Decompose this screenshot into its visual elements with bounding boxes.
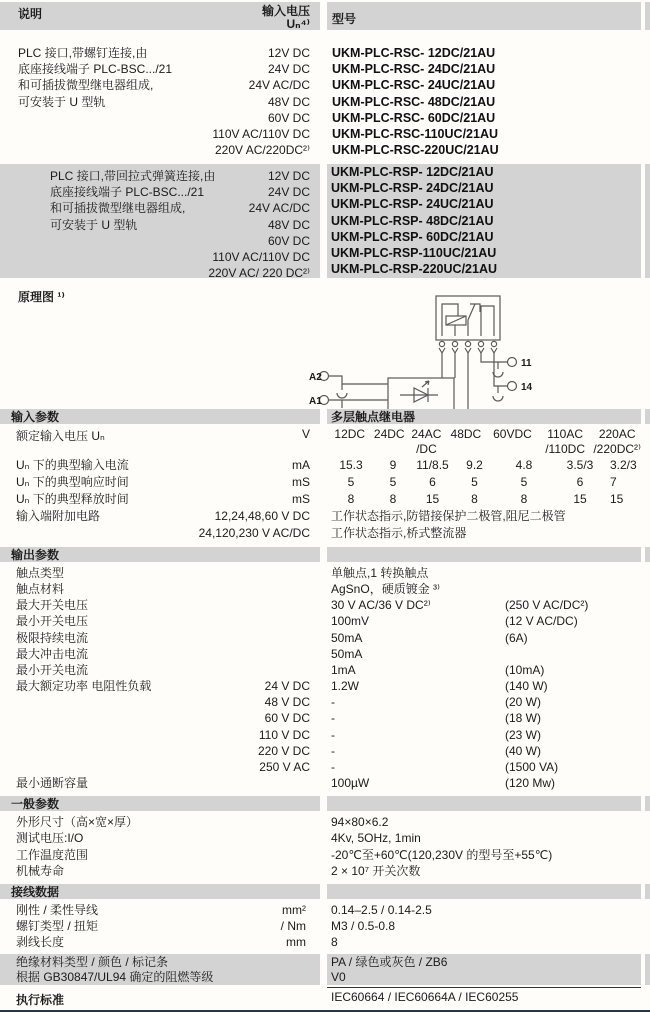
value-row — [327, 474, 641, 491]
wiring-row — [0, 918, 650, 934]
voltage-item: 24V DC — [267, 62, 310, 77]
table-cell: 5 — [520, 474, 528, 489]
table-header — [0, 2, 650, 30]
param-label: 最小开关电压 — [16, 614, 89, 629]
param-value: AgSnO，硬质镀金 ³⁾ — [331, 581, 440, 596]
relay-type-title: 多层触点继电器 — [331, 409, 416, 424]
param-unit: mm² — [282, 902, 306, 917]
model-number: UKM-PLC-RSP- 24DC/21AU — [331, 181, 494, 196]
model-number: UKM-PLC-RSC-220UC/21AU — [332, 143, 499, 158]
voltage-item: 60V DC — [267, 233, 310, 248]
param-unit: mS — [292, 491, 310, 506]
voltage-item: 60V DC — [267, 110, 310, 125]
param-paren-value: (12 V AC/DC) — [505, 614, 578, 629]
product-description-line: 和可插拔微型继电器组成, — [18, 78, 154, 93]
product-description — [18, 45, 172, 110]
table-cell: 8 — [347, 491, 355, 506]
model-number: UKM-PLC-RSC- 60DC/21AU — [332, 110, 496, 125]
output-row — [0, 743, 650, 759]
voltage-item: 110V AC/110V DC — [212, 249, 310, 264]
product-description-line: 可安装于 U 型轨 — [50, 217, 138, 232]
param-paren-value: (120 Mw) — [505, 776, 556, 791]
general-row — [0, 847, 650, 864]
param-value: 单触点,1 转换触点 — [331, 565, 429, 580]
param-label: Uₙ 下的典型响应时间 — [16, 474, 129, 489]
voltage-item: 24V AC/DC — [248, 78, 310, 93]
param-value: 2 × 10⁷ 开关次数 — [331, 864, 421, 879]
param-value: 100mV — [331, 614, 370, 629]
param-value: - — [331, 760, 335, 775]
param-paren-value: (10mA) — [505, 662, 545, 677]
voltage-item: 48V DC — [267, 94, 310, 109]
voltage-item: 24V DC — [267, 185, 310, 200]
param-value: V0 — [331, 969, 346, 984]
voltage-item: 220V AC/220DC²⁾ — [215, 143, 310, 158]
param-label: 执行标准 — [16, 992, 65, 1007]
model-number: UKM-PLC-RSC- 24DC/21AU — [332, 62, 496, 77]
param-label: Uₙ 下的典型输入电流 — [16, 457, 129, 472]
wiring-row — [0, 934, 650, 950]
header-input-voltage: 输入电压 Uₙ⁴⁾ — [261, 4, 310, 31]
param-label: 工作温度范围 — [16, 847, 89, 862]
param-unit: / Nm — [280, 918, 306, 933]
param-condition: 12,24,48,60 V DC — [214, 508, 310, 523]
param-label: 螺钉类型 / 扭矩 — [16, 918, 99, 933]
param-label: Uₙ 下的典型释放时间 — [16, 491, 129, 506]
param-value: 30 V AC/36 V DC²⁾ — [331, 598, 431, 613]
param-paren-value: (250 V AC/DC²) — [505, 598, 589, 613]
section-title: 接线数据 — [11, 884, 60, 899]
param-condition: 250 V AC — [259, 760, 310, 775]
table-cell: 3.5/3 — [566, 457, 594, 472]
table-cell: 15 — [610, 491, 624, 506]
param-unit: mA — [292, 457, 310, 472]
param-value: -20℃至+60℃(120,230V 的型号至+55℃) — [331, 847, 553, 862]
param-paren-value: (20 W) — [505, 695, 541, 710]
table-cell: 7 — [610, 474, 617, 489]
param-label: 触点材料 — [16, 581, 65, 596]
input-row-response-time — [0, 474, 650, 491]
param-value: M3 / 0.5-0.8 — [331, 918, 396, 933]
model-number: UKM-PLC-RSP- 48DC/21AU — [331, 213, 494, 228]
model-list-rsp — [327, 164, 641, 278]
output-row — [0, 597, 650, 613]
param-label: 外形尺寸（高×宽×厚） — [16, 814, 139, 829]
param-value: 0.14–2.5 / 0.14-2.5 — [331, 902, 432, 917]
param-label: 最大额定功率 电阻性负载 — [16, 679, 152, 694]
param-paren-value: (23 W) — [505, 727, 541, 742]
product-block-rsp — [0, 159, 650, 282]
table-cell: 4.8 — [515, 457, 533, 472]
param-condition: 24 V DC — [264, 679, 310, 694]
table-cell: 5 — [471, 474, 478, 489]
section-title: 输入参数 — [11, 409, 60, 424]
param-label: 输入端附加电路 — [16, 508, 101, 523]
output-row — [0, 775, 650, 791]
relay-box-symbol — [436, 296, 500, 340]
table-cell: 6 — [576, 474, 584, 489]
param-value: 4Kv, 5OHz, 1min — [331, 831, 421, 846]
product-description-line: 底座接线端子 PLC-BSC.../21 — [18, 62, 173, 77]
table-cell: 11/8.5 — [416, 457, 449, 472]
insulation-block — [0, 954, 650, 985]
product-block-rsc — [0, 35, 650, 159]
value-row — [327, 491, 641, 508]
model-number: UKM-PLC-RSP-220UC/21AU — [331, 262, 497, 277]
product-description-line: 和可插拔微型继电器组成, — [50, 201, 186, 216]
param-label: 最小开关电流 — [16, 662, 89, 677]
model-number: UKM-PLC-RSP- 12DC/21AU — [331, 164, 494, 179]
voltage-item: 12V DC — [267, 168, 310, 183]
table-cell: 8 — [471, 491, 478, 506]
param-label: 根据 GB30847/UL94 确定的阻燃等级 — [16, 969, 214, 984]
product-description-line: 底座接线端子 PLC-BSC.../21 — [50, 185, 205, 200]
model-number: UKM-PLC-RSP-110UC/21AU — [331, 245, 497, 260]
param-label: 刚性 / 柔性导线 — [16, 902, 99, 917]
param-label: 剥线长度 — [16, 935, 65, 950]
section-title: 输出参数 — [11, 547, 60, 562]
wiring-row — [0, 902, 650, 918]
param-value: 工作状态指示,防错接保护二极管,阻尼二极管 — [331, 508, 566, 523]
general-row — [0, 830, 650, 847]
general-row — [0, 814, 650, 831]
param-value: 1mA — [331, 662, 356, 677]
output-row — [0, 759, 650, 775]
value-row — [327, 457, 641, 474]
param-paren-value: (40 W) — [505, 743, 541, 758]
general-row — [0, 863, 650, 880]
param-value: 8 — [331, 935, 338, 950]
table-cell: 8 — [389, 491, 397, 506]
voltage-item: 12V DC — [267, 45, 310, 60]
output-row — [0, 613, 650, 629]
output-row — [0, 662, 650, 678]
svg-text:A2: A2 — [309, 371, 322, 383]
model-number: UKM-PLC-RSC- 24UC/21AU — [332, 78, 496, 93]
terminal-a2 — [320, 371, 389, 398]
param-label: 机械寿命 — [16, 864, 65, 879]
param-value: 94×80×6.2 — [331, 814, 389, 829]
section-output-params — [0, 547, 650, 562]
param-unit: mm — [286, 935, 306, 950]
output-row — [0, 727, 650, 743]
param-unit: V — [301, 426, 310, 441]
table-cell: 9.2 — [466, 457, 483, 472]
terminal-11 — [481, 353, 517, 377]
input-row-current — [0, 457, 650, 474]
table-cell: 9 — [389, 457, 397, 472]
param-value: PA / 绿色或灰色 / ZB6 — [331, 954, 448, 969]
output-rows — [0, 562, 650, 792]
param-paren-value: (1500 VA) — [505, 760, 559, 775]
column-header: 220AC /220DC²⁾ — [593, 426, 641, 456]
param-condition: 220 V DC — [257, 743, 310, 758]
svg-text:A1: A1 — [309, 395, 322, 407]
output-row — [0, 565, 650, 581]
table-cell: 15.3 — [339, 457, 363, 472]
input-row-extra-circuit-2 — [0, 525, 650, 542]
wiring-rows — [0, 899, 650, 951]
column-header: 24AC /DC — [411, 426, 442, 456]
param-paren-value: (18 W) — [505, 711, 541, 726]
param-label: 最大开关电压 — [16, 598, 89, 613]
param-condition: 48 V DC — [264, 695, 310, 710]
column-header: 24DC — [373, 426, 405, 441]
voltage-item: 220V AC/ 220 DC²⁾ — [208, 266, 310, 281]
voltage-list — [176, 169, 310, 282]
model-number: UKM-PLC-RSC- 48DC/21AU — [332, 94, 496, 109]
output-row — [0, 581, 650, 597]
section-title: 一般参数 — [11, 796, 60, 811]
param-value: 50mA — [331, 646, 363, 661]
schematic-section — [0, 286, 650, 409]
product-description-line: PLC 接口,带螺钉连接,由 — [18, 45, 148, 60]
param-value: IEC60664 / IEC60664A / IEC60255 — [331, 989, 519, 1004]
param-value: 50mA — [331, 630, 363, 645]
voltage-item: 24V AC/DC — [248, 201, 310, 216]
table-cell: 15 — [425, 491, 440, 506]
param-value: - — [331, 695, 335, 710]
product-description-line: PLC 接口,带回拉式弹簧连接,由 — [50, 168, 216, 183]
param-condition: 24,120,230 V AC/DC — [198, 525, 310, 540]
section-general-params — [0, 796, 650, 811]
general-rows — [0, 811, 650, 880]
param-label: 额定输入电压 Uₙ — [16, 428, 105, 443]
table-cell: 15 — [573, 491, 587, 506]
param-paren-value: (140 W) — [505, 679, 548, 694]
table-cell: 5 — [389, 474, 397, 489]
table-cell: 8 — [520, 491, 528, 506]
param-value: - — [331, 711, 335, 726]
column-header: 48DC — [450, 426, 482, 441]
param-value: 100µW — [331, 776, 370, 791]
column-header: 110AC /110DC — [545, 426, 586, 456]
header-model: 型号 — [332, 12, 357, 26]
param-value: - — [331, 727, 335, 742]
output-row — [0, 710, 650, 726]
model-number: UKM-PLC-RSC-110UC/21AU — [332, 126, 498, 141]
param-label: 绝缘材料类型 / 颜色 / 标记条 — [16, 954, 169, 969]
standards-row — [0, 987, 650, 1008]
voltage-list — [212, 45, 310, 158]
output-row — [0, 678, 650, 694]
param-value: 工作状态指示,桥式整流器 — [331, 525, 467, 540]
param-value: - — [331, 743, 335, 758]
param-label: 测试电压:I/O — [16, 831, 84, 846]
table-cell: 5 — [347, 474, 355, 489]
diode-box-symbol — [388, 378, 454, 412]
param-condition: 60 V DC — [264, 711, 310, 726]
relay-pins — [439, 341, 497, 353]
output-row — [0, 630, 650, 646]
param-label: 最小通断容量 — [16, 776, 89, 791]
table-cell: 3.2/3 — [610, 457, 637, 472]
schematic-label: 原理图 ¹⁾ — [18, 289, 65, 304]
header-description: 说明 — [18, 7, 43, 21]
product-description-line: 可安装于 U 型轨 — [18, 94, 106, 109]
model-number: UKM-PLC-RSP- 60DC/21AU — [331, 229, 494, 244]
param-value: 1.2W — [331, 679, 360, 694]
input-row-extra-circuit-1 — [0, 508, 650, 525]
param-unit: mS — [292, 474, 310, 489]
output-row — [0, 646, 650, 662]
param-label: 极限持续电流 — [16, 630, 89, 645]
voltage-column-headers — [327, 427, 641, 457]
table-cell: 6 — [429, 474, 436, 489]
svg-text:14: 14 — [521, 381, 533, 393]
input-row-release-time — [0, 491, 650, 508]
column-header: 12DC — [334, 426, 366, 441]
voltage-item: 110V AC/110V DC — [212, 126, 310, 141]
model-list-rsc — [327, 40, 641, 158]
output-row — [0, 694, 650, 710]
column-header: 60VDC — [493, 426, 532, 441]
section-wiring-data — [0, 884, 650, 899]
param-condition: 110 V DC — [258, 727, 310, 742]
model-number: UKM-PLC-RSC- 12DC/21AU — [332, 45, 496, 60]
param-label: 最大冲击电流 — [16, 646, 89, 661]
voltage-item: 48V DC — [267, 217, 310, 232]
svg-text:11: 11 — [521, 357, 532, 369]
param-label: 触点类型 — [16, 565, 65, 580]
param-paren-value: (6A) — [505, 630, 528, 645]
model-number: UKM-PLC-RSP- 24UC/21AU — [331, 197, 494, 212]
